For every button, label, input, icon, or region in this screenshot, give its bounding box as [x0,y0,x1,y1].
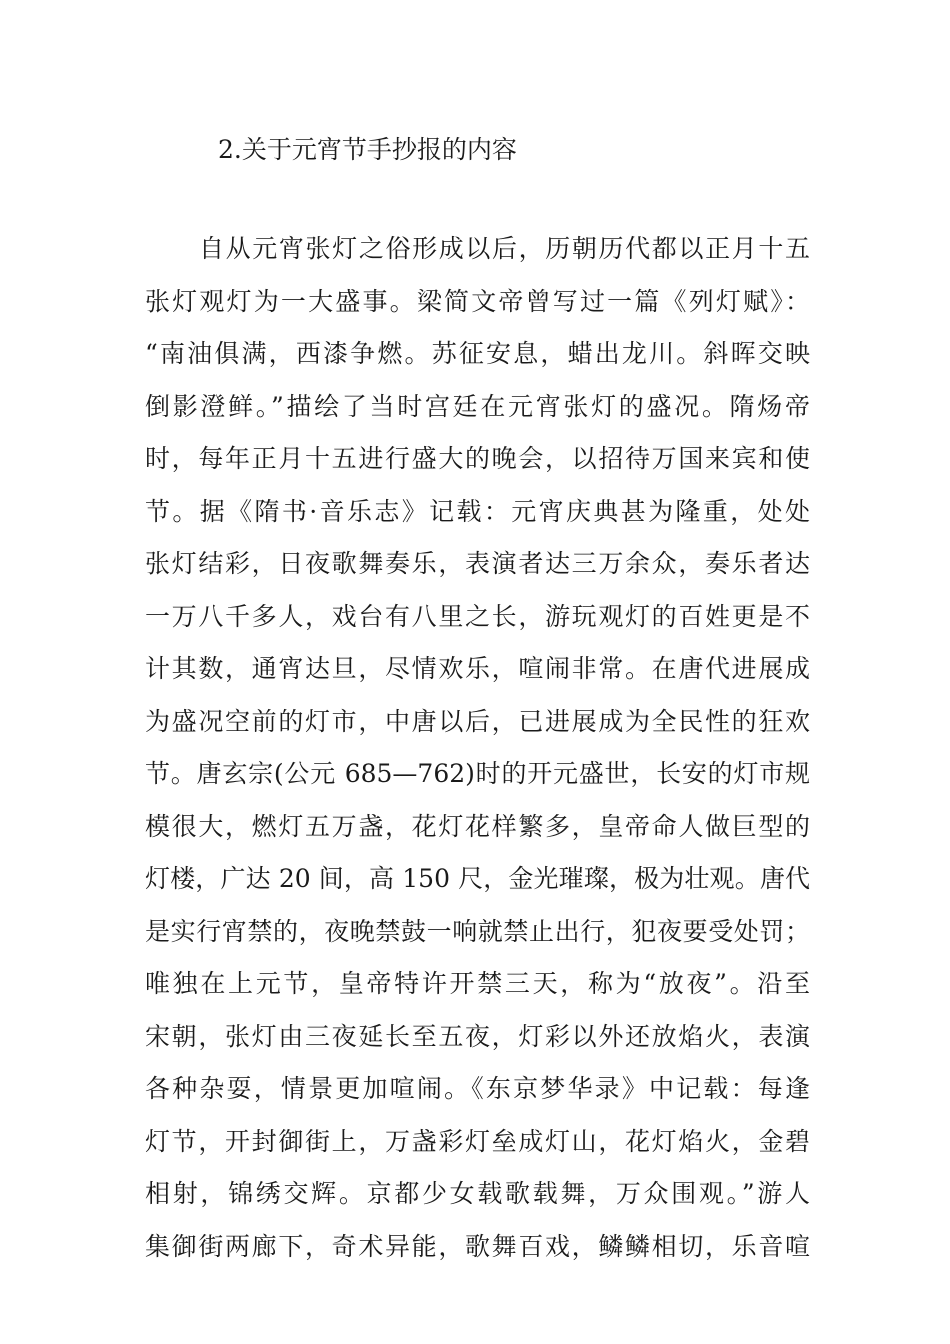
text-line: 是实行宵禁的，夜晚禁鼓一响就禁止出行，犯夜要受处罚； [145,916,810,946]
text-line: 灯楼，广达 20 间，高 150 尺，金光璀璨，极为壮观。唐代 [145,864,810,893]
text-line: 节。唐玄宗(公元 685—762)时的开元盛世，长安的灯市规 [145,759,810,788]
text-line: 计其数，通宵达旦，尽情欢乐，喧闹非常。在唐代进展成 [145,654,810,683]
text-line: 宋朝，张灯由三夜延长至五夜，灯彩以外还放焰火，表演 [145,1021,810,1051]
text-line: 自从元宵张灯之俗形成以后，历朝历代都以正月十五 [199,234,810,263]
text-line: 集御街两廊下，奇术异能，歌舞百戏，鳞鳞相切，乐音喧 [145,1231,810,1261]
text-line: 张灯结彩，日夜歌舞奏乐，表演者达三万余众，奏乐者达 [145,549,810,578]
text-line: 时，每年正月十五进行盛大的晚会，以招待万国来宾和使 [145,444,810,473]
text-line: 倒影澄鲜。”描绘了当时宫廷在元宵张灯的盛况。隋炀帝 [145,391,810,421]
text-line: 唯独在上元节，皇帝特许开禁三天，称为“放夜”。沿至 [145,969,810,998]
text-line: 节。据《隋书·音乐志》记载：元宵庆典甚为隆重，处处 [145,496,810,526]
text-line: 为盛况空前的灯市，中唐以后，已进展成为全民性的狂欢 [145,706,810,736]
section-heading: 2.关于元宵节手抄报的内容 [218,135,517,164]
text-line: 模很大，燃灯五万盏，花灯花样繁多，皇帝命人做巨型的 [145,811,810,841]
text-line: “南油俱满，西漆争燃。苏征安息，蜡出龙川。斜晖交映 [145,339,810,368]
text-line: 相射，锦绣交辉。京都少女载歌载舞，万众围观。”游人 [145,1179,810,1208]
text-line: 张灯观灯为一大盛事。梁简文帝曾写过一篇《列灯赋》： [145,286,810,316]
text-line: 各种杂耍，情景更加喧闹。《东京梦华录》中记载：每逢 [145,1074,810,1103]
body-paragraph [145,223,810,1273]
text-line: 灯节，开封御街上，万盏彩灯垒成灯山，花灯焰火，金碧 [145,1126,810,1156]
text-line: 一万八千多人，戏台有八里之长，游玩观灯的百姓更是不 [145,601,810,631]
